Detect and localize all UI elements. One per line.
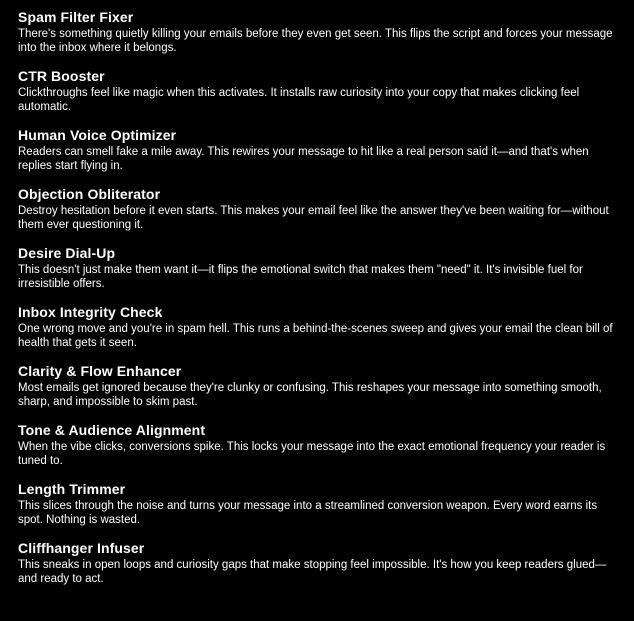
feature-item (18, 422, 616, 468)
feature-description: Readers can smell fake a mile away. This rewires your message to hit like a real person said it—and that's when replies start flying in. (18, 146, 589, 172)
feature-description: Destroy hesitation before it even starts. This makes your email feel like the answer they've been waiting for—without them ever questioning it. (18, 205, 609, 231)
feature-title: Spam Filter Fixer (18, 9, 134, 25)
feature-description: This sneaks in open loops and curiosity gaps that make stopping feel impossible. It's how you keep readers glued—and ready to act. (18, 559, 607, 585)
feature-description: When the vibe clicks, conversions spike. This locks your message into the exact emotional frequency your reader is tuned to. (18, 441, 606, 467)
feature-item (18, 9, 616, 55)
feature-item (18, 540, 616, 586)
feature-description: Most emails get ignored because they're clunky or confusing. This reshapes your message into something smooth, sharp, and impossible to skim past. (18, 382, 602, 408)
feature-item (18, 481, 616, 527)
feature-title: CTR Booster (18, 68, 105, 84)
feature-description: There's something quietly killing your emails before they even get seen. This flips the script and forces your message into the inbox where it belongs. (18, 28, 613, 54)
feature-title: Desire Dial-Up (18, 245, 116, 261)
feature-description: One wrong move and you're in spam hell. This runs a behind-the-scenes sweep and gives your email the clean bill of health that gets it seen. (18, 323, 613, 349)
feature-title: Human Voice Optimizer (18, 127, 177, 143)
feature-item (18, 186, 616, 232)
feature-title: Objection Obliterator (18, 186, 161, 202)
feature-title: Clarity & Flow Enhancer (18, 363, 182, 379)
feature-title: Inbox Integrity Check (18, 304, 163, 320)
feature-item (18, 127, 616, 173)
feature-item (18, 68, 616, 114)
feature-item (18, 363, 616, 409)
feature-title: Tone & Audience Alignment (18, 422, 206, 438)
feature-description: This slices through the noise and turns your message into a streamlined conversion weapon. Every word earns its spot. Nothing is wasted. (18, 500, 598, 526)
feature-description: This doesn't just make them want it—it flips the emotional switch that makes them "need" it. It's invisible fuel for irresistible offers. (18, 264, 583, 290)
feature-description: Clickthroughs feel like magic when this activates. It installs raw curiosity into your copy that makes clicking feel automatic. (18, 87, 580, 113)
feature-title: Cliffhanger Infuser (18, 540, 145, 556)
feature-title: Length Trimmer (18, 481, 126, 497)
feature-item (18, 245, 616, 291)
feature-item (18, 304, 616, 350)
